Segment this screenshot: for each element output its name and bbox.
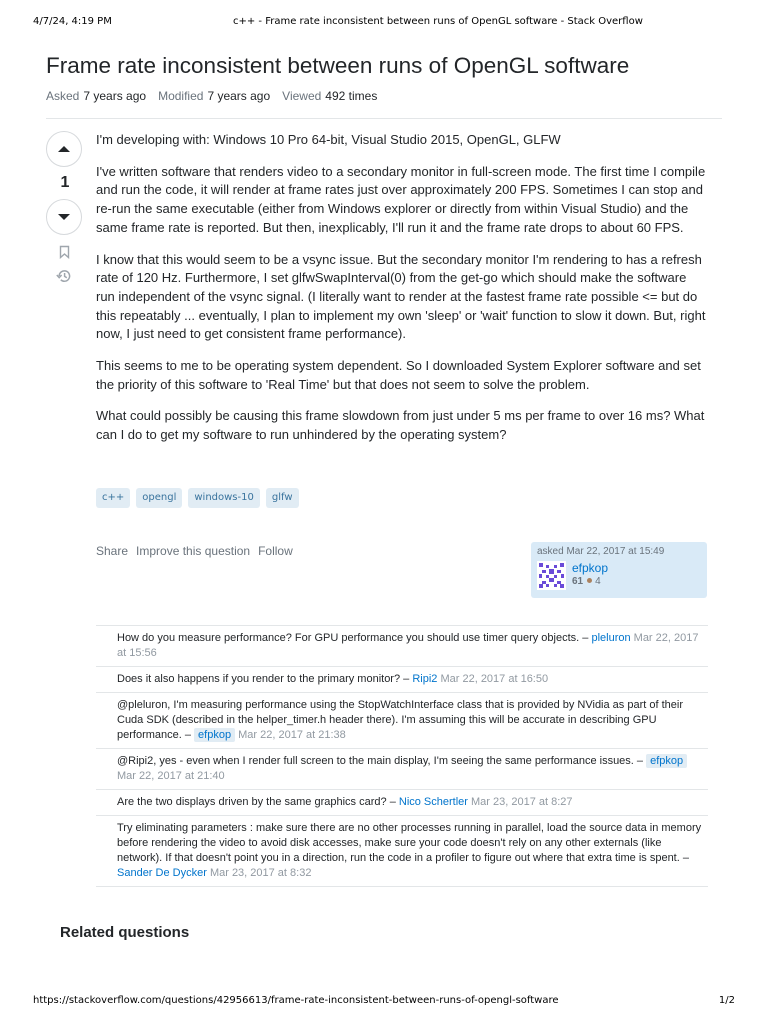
reputation-score: 61 xyxy=(572,576,584,587)
improve-question-link[interactable]: Improve this question xyxy=(136,544,251,558)
tag-opengl[interactable]: opengl xyxy=(136,488,182,508)
title-divider xyxy=(46,118,722,119)
related-questions-heading: Related questions xyxy=(60,924,190,941)
comment-date[interactable]: Mar 23, 2017 at 8:27 xyxy=(471,796,573,808)
meta-asked xyxy=(46,89,146,103)
comment xyxy=(96,749,708,790)
meta-viewed-label: Viewed xyxy=(282,89,322,103)
comment-user-op[interactable]: efpkop xyxy=(646,754,687,768)
owner-details xyxy=(572,561,608,590)
bronze-badge-icon xyxy=(587,578,592,583)
meta-asked-label: Asked xyxy=(46,89,80,103)
print-date: 4/7/24, 4:19 PM xyxy=(33,16,112,27)
meta-modified-value[interactable]: 7 years ago xyxy=(207,89,271,103)
comment xyxy=(96,667,708,693)
comment-text: Try eliminating parameters : make sure there are no other processes running in parallel, load the source data in memory before rendering the video to avoid disk accesses, make sure your code doesn't rely on any other externals (like network). If that doesn't point you in a direction, run the code in a profiler to figure out where that extra time is spent. – xyxy=(117,822,702,864)
tag-list xyxy=(96,488,305,508)
print-page-number: 1/2 xyxy=(718,995,735,1006)
bronze-badge-count: 4 xyxy=(595,576,601,587)
history-icon xyxy=(56,268,72,284)
asked-timestamp: asked Mar 22, 2017 at 15:49 xyxy=(537,546,665,557)
meta-modified xyxy=(158,89,270,103)
meta-viewed-value: 492 times xyxy=(325,89,378,103)
follow-link[interactable]: Follow xyxy=(258,544,293,558)
body-paragraph: I know that this would seem to be a vsync issue. But the secondary monitor I'm rendering to has a refresh rate of 120 Hz. Furthermore, I set glfwSwapInterval(0) from the get-go which should make the software run independent of the vsync signal. (I literally want to render at the fastest frame rate possible <= but do this repeatably ... eventually, I plan to implement my own 'sleep' or 'wait' function to slow it down. But, right now, I just need to get consistent frame performance). xyxy=(96,251,706,342)
comment-date[interactable]: Mar 22, 2017 at 15:56 xyxy=(117,632,699,659)
caret-down-icon xyxy=(57,213,71,221)
comment-text: @pleluron, I'm measuring performance using the StopWatchInterface class that is provided by NVidia as part of their Cuda SDK (described in the helper_timer.h header there). I'm assuming this will be accurate in describing GPU performance. – xyxy=(117,699,683,741)
comment-text: @Ripi2, yes - even when I render full screen to the main display, I'm seeing the same performance issues. – xyxy=(117,755,644,767)
post-menu xyxy=(96,544,301,558)
owner-reputation xyxy=(572,576,608,587)
question-meta xyxy=(46,89,389,103)
comment-date[interactable]: Mar 22, 2017 at 16:50 xyxy=(440,673,549,685)
owner-user xyxy=(537,561,701,590)
vote-cell xyxy=(46,131,84,287)
comment-text: Does it also happens if you render to the primary monitor? – xyxy=(117,673,410,685)
comment-user[interactable]: pleluron xyxy=(591,632,631,644)
body-paragraph: What could possibly be causing this frame slowdown from just under 5 ms per frame to over 16 ms? What can I do to get my software to run unhindered by the operating system? xyxy=(96,408,705,443)
print-page-title: c++ - Frame rate inconsistent between runs of OpenGL software - Stack Overflow xyxy=(233,16,643,27)
vote-count: 1 xyxy=(60,174,70,191)
comment-user[interactable]: Ripi2 xyxy=(412,673,438,685)
history-button[interactable] xyxy=(46,265,82,287)
meta-viewed xyxy=(282,89,377,103)
comment xyxy=(96,790,708,816)
bookmark-icon xyxy=(59,245,70,259)
upvote-button[interactable] xyxy=(46,131,82,167)
downvote-button[interactable] xyxy=(46,199,82,235)
print-header xyxy=(33,16,735,30)
body-paragraph: I've written software that renders video to a secondary monitor in full-screen mode. The first time I compile and run the code, it will render at frame rates just over approximately 200 FPS. Sometimes I can stop and re-run the same executable (either from Windows explorer or directly from within Visual Studio) and the same frame rate is reported. But then, inexplicably, I'll run it and the frame rate drops to about 60 FPS. xyxy=(96,163,706,235)
print-footer xyxy=(33,995,735,1009)
avatar[interactable] xyxy=(537,561,566,590)
comment xyxy=(96,693,708,749)
comment-date[interactable]: Mar 23, 2017 at 8:32 xyxy=(209,867,312,879)
comment-list xyxy=(96,625,708,887)
question-title[interactable]: Frame rate inconsistent between runs of OpenGL software xyxy=(46,53,630,78)
comment-user[interactable]: Nico Schertler xyxy=(398,796,468,808)
comment xyxy=(96,816,708,887)
print-url: https://stackoverflow.com/questions/42956613/frame-rate-inconsistent-between-runs-of-opengl-software xyxy=(33,995,559,1006)
tag-windows-10[interactable]: windows-10 xyxy=(188,488,259,508)
comment xyxy=(96,626,708,667)
body-paragraph: I'm developing with: Windows 10 Pro 64-bit, Visual Studio 2015, OpenGL, GLFW xyxy=(96,132,561,147)
owner-name[interactable]: efpkop xyxy=(572,561,609,575)
comment-user-op[interactable]: efpkop xyxy=(194,728,235,742)
comment-user[interactable]: Sander De Dycker xyxy=(117,867,207,879)
share-link[interactable]: Share xyxy=(96,544,129,558)
question-body xyxy=(96,131,708,458)
tag-glfw[interactable]: glfw xyxy=(266,488,299,508)
comment-text: How do you measure performance? For GPU performance you should use timer query objects. – xyxy=(117,632,589,644)
bookmark-button[interactable] xyxy=(46,241,82,263)
tag-cpp[interactable]: c++ xyxy=(96,488,130,508)
meta-modified-label: Modified xyxy=(158,89,204,103)
comment-text: Are the two displays driven by the same graphics card? – xyxy=(117,796,396,808)
comment-date[interactable]: Mar 22, 2017 at 21:38 xyxy=(238,729,346,741)
comment-date[interactable]: Mar 22, 2017 at 21:40 xyxy=(117,770,225,782)
owner-card xyxy=(531,542,707,598)
caret-up-icon xyxy=(57,145,71,153)
body-paragraph: This seems to me to be operating system dependent. So I downloaded System Explorer software and set the priority of this software to 'Real Time' but that does not seem to solve the problem. xyxy=(96,358,701,392)
meta-asked-value[interactable]: 7 years ago xyxy=(83,89,147,103)
